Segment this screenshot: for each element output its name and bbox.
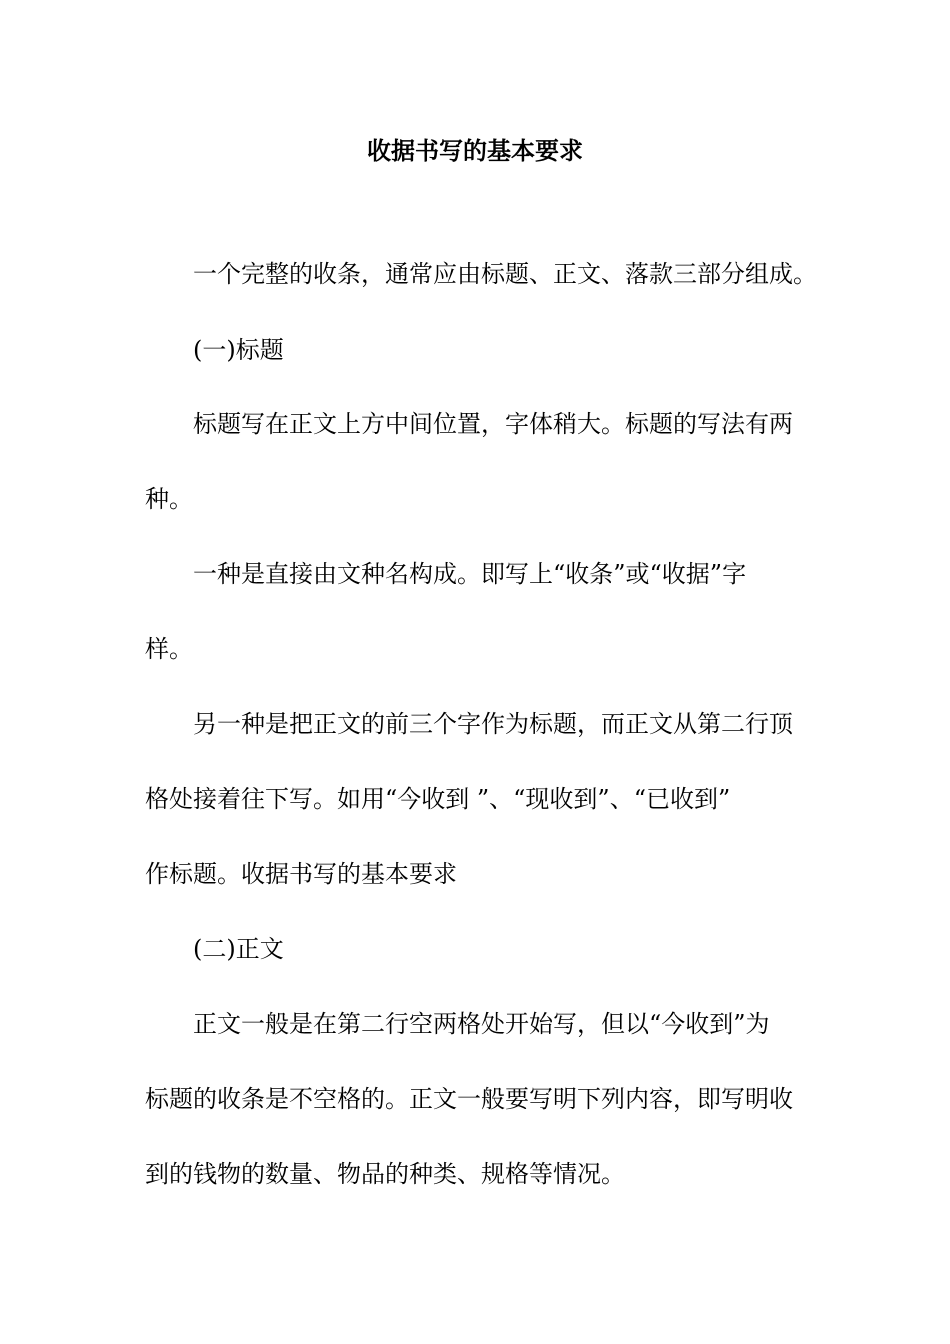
paragraph-title-desc-line-2: 种。 <box>145 485 193 513</box>
paragraph-body-desc-line-1: 正文一般是在第二行空两格处开始写，但以“今收到”为 <box>193 1010 770 1038</box>
paragraph-first-kind-line-1: 一种是直接由文种名构成。即写上“收条”或“收据”字 <box>193 560 747 588</box>
section-heading-body: (二)正文 <box>193 935 284 963</box>
paragraph-intro-line: 一个完整的收条，通常应由标题、正文、落款三部分组成。 <box>193 260 817 288</box>
paragraph-title-desc-line-1: 标题写在正文上方中间位置，字体稍大。标题的写法有两 <box>193 410 793 438</box>
paragraph-body-desc-line-3: 到的钱物的数量、物品的种类、规格等情况。 <box>145 1160 625 1188</box>
paragraph-second-kind-line-3: 作标题。收据书写的基本要求 <box>145 860 457 888</box>
page-title: 收据书写的基本要求 <box>367 136 583 165</box>
paragraph-body-desc-line-2: 标题的收条是不空格的。正文一般要写明下列内容，即写明收 <box>145 1085 793 1113</box>
paragraph-second-kind-line-1: 另一种是把正文的前三个字作为标题，而正文从第二行顶 <box>193 710 793 738</box>
paragraph-second-kind-line-2: 格处接着往下写。如用“今收到 ”、“现收到”、“已收到” <box>145 785 731 813</box>
section-heading-title: (一)标题 <box>193 336 284 364</box>
paragraph-first-kind-line-2: 样。 <box>145 635 193 663</box>
